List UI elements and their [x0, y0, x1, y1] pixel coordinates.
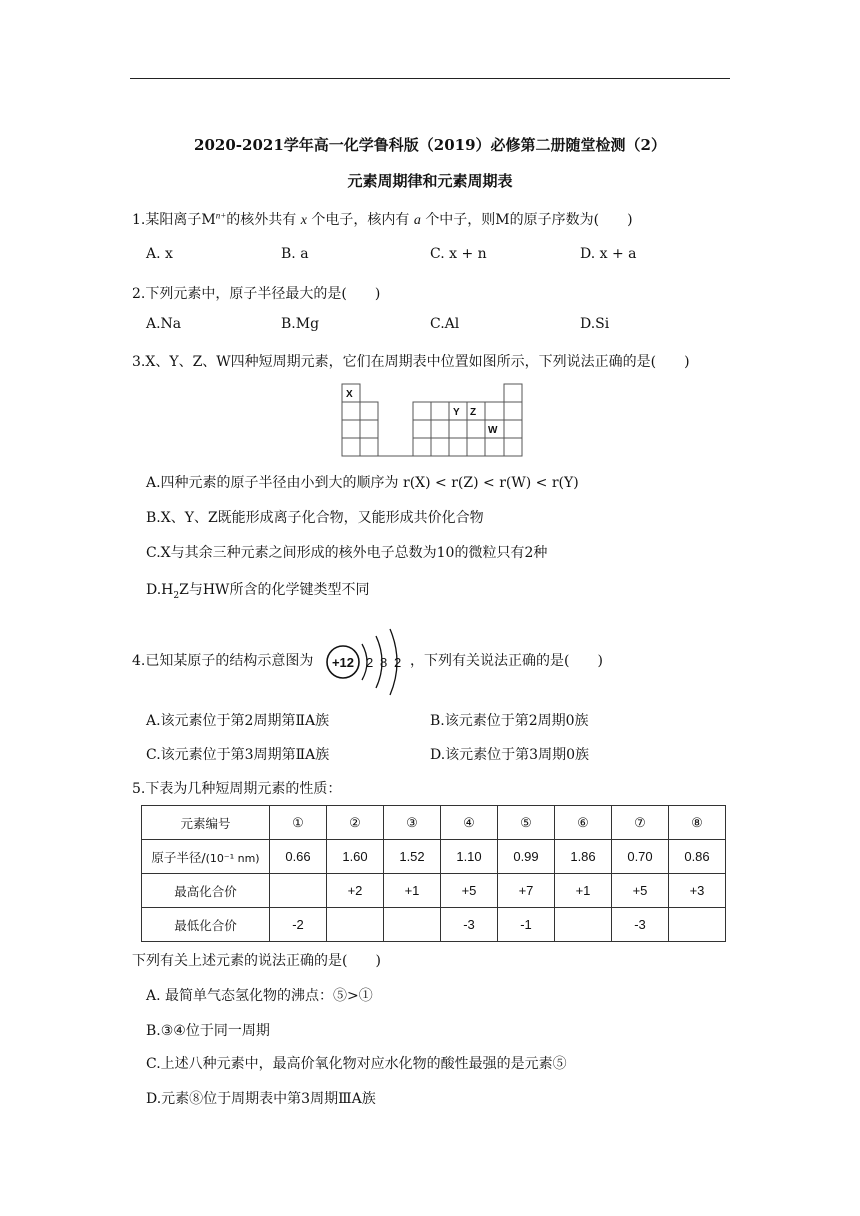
cell-radius: 1.52: [384, 840, 441, 874]
cell-id: ②: [327, 806, 384, 840]
periodic-table-figure: [340, 382, 530, 458]
q4-option-d: D.该元素位于第3周期0族: [430, 747, 589, 763]
q1-option-a: A. x: [146, 246, 173, 262]
row-label-radius: 原子半径/(10⁻¹ nm): [142, 840, 270, 874]
q4-stem-b: ，下列有关说法正确的是( ): [410, 653, 603, 669]
q2-option-c: C.Al: [430, 316, 460, 332]
cell-radius: 1.10: [441, 840, 498, 874]
atom-structure-diagram: [324, 626, 408, 698]
table-row: [142, 908, 726, 942]
cell-id: ③: [384, 806, 441, 840]
table-row: [142, 806, 726, 840]
cell-id: ⑥: [555, 806, 612, 840]
cell-min: [555, 908, 612, 942]
q1-option-b: B. a: [281, 246, 309, 262]
cell-radius: 1.86: [555, 840, 612, 874]
cell-radius: 0.99: [498, 840, 555, 874]
table-row: [142, 874, 726, 908]
q1-stem: 1.某阳离子$M^{n+}$的核外共有 x 个电子，核内有 a 个中子，则M的原子序数为( ): [132, 210, 633, 228]
q4-stem-a: 4.已知某原子的结构示意图为: [132, 653, 314, 669]
cell-min: -3: [612, 908, 669, 942]
q5-option-c: C.上述八种元素中，最高价氧化物对应水化物的酸性最强的是元素⑤: [146, 1056, 567, 1072]
q5-option-a: A. 最简单气态氢化物的沸点：⑤>①: [146, 988, 373, 1004]
cell-min: [384, 908, 441, 942]
q2-option-a: A.Na: [146, 316, 182, 332]
q3-option-a: A.四种元素的原子半径由小到大的顺序为 r(X) < r(Z) < r(W) < r(Y): [146, 475, 579, 491]
cell-max: +3: [669, 874, 726, 908]
row-label-max: 最高化合价: [142, 874, 270, 908]
row-label-min: 最低化合价: [142, 908, 270, 942]
q5-stem: 5.下表为几种短周期元素的性质：: [132, 781, 342, 797]
cell-max: +5: [441, 874, 498, 908]
q4-option-b: B.该元素位于第2周期0族: [430, 713, 589, 729]
q4-option-a: A.该元素位于第2周期第ⅡA族: [146, 713, 330, 729]
cell-max: [270, 874, 327, 908]
cell-max: +7: [498, 874, 555, 908]
q3-option-b: B.X、Y、Z既能形成离子化合物，又能形成共价化合物: [146, 510, 484, 526]
cell-id: ④: [441, 806, 498, 840]
q4-option-c: C.该元素位于第3周期第ⅡA族: [146, 747, 330, 763]
cell-radius: 0.86: [669, 840, 726, 874]
shell-1: 2: [366, 655, 374, 670]
q1-option-c: C. x + n: [430, 246, 487, 262]
cell-min: [327, 908, 384, 942]
q3-stem: 3.X、Y、Z、W四种短周期元素，它们在周期表中位置如图所示，下列说法正确的是( ): [132, 354, 690, 370]
row-label-id: 元素编号: [142, 806, 270, 840]
cell-id: ⑧: [669, 806, 726, 840]
cell-max: +2: [327, 874, 384, 908]
page-subtitle: 元素周期律和元素周期表: [347, 172, 513, 190]
table-row: [142, 840, 726, 874]
cell-radius: 0.70: [612, 840, 669, 874]
cell-id: ⑦: [612, 806, 669, 840]
q2-option-d: D.Si: [580, 316, 610, 332]
q5-follow: 下列有关上述元素的说法正确的是( ): [132, 953, 381, 969]
q2-option-b: B.Mg: [281, 316, 320, 332]
page-title: 2020-2021学年高一化学鲁科版（2019）必修第二册随堂检测（2）: [194, 136, 666, 154]
q3-option-c: C.X与其余三种元素之间形成的核外电子总数为10的微粒只有2种: [146, 545, 548, 561]
shell-3: 2: [394, 655, 402, 670]
q3-option-d: $D.H_2Z$与HW所含的化学键类型不同: [146, 582, 370, 601]
cell-max: +1: [384, 874, 441, 908]
label-z: Z: [470, 407, 477, 418]
cell-id: ①: [270, 806, 327, 840]
q5-option-d: D.元素⑧位于周期表中第3周期ⅢA族: [146, 1091, 376, 1107]
cell-radius: 0.66: [270, 840, 327, 874]
q5-option-b: B.③④位于同一周期: [146, 1023, 270, 1039]
label-y: Y: [453, 407, 460, 418]
cell-min: -2: [270, 908, 327, 942]
cell-min: -1: [498, 908, 555, 942]
cell-id: ⑤: [498, 806, 555, 840]
nucleus-charge: +12: [331, 655, 355, 670]
header-rule: [130, 78, 730, 79]
cell-radius: 1.60: [327, 840, 384, 874]
element-properties-table: [141, 805, 726, 942]
label-x: X: [346, 389, 353, 400]
shell-2: 8: [380, 655, 388, 670]
cell-min: -3: [441, 908, 498, 942]
q2-stem: 2.下列元素中，原子半径最大的是( ): [132, 286, 381, 302]
cell-max: +5: [612, 874, 669, 908]
label-w: W: [488, 425, 498, 436]
q1-option-d: D. x + a: [580, 246, 637, 262]
cell-max: +1: [555, 874, 612, 908]
cell-min: [669, 908, 726, 942]
